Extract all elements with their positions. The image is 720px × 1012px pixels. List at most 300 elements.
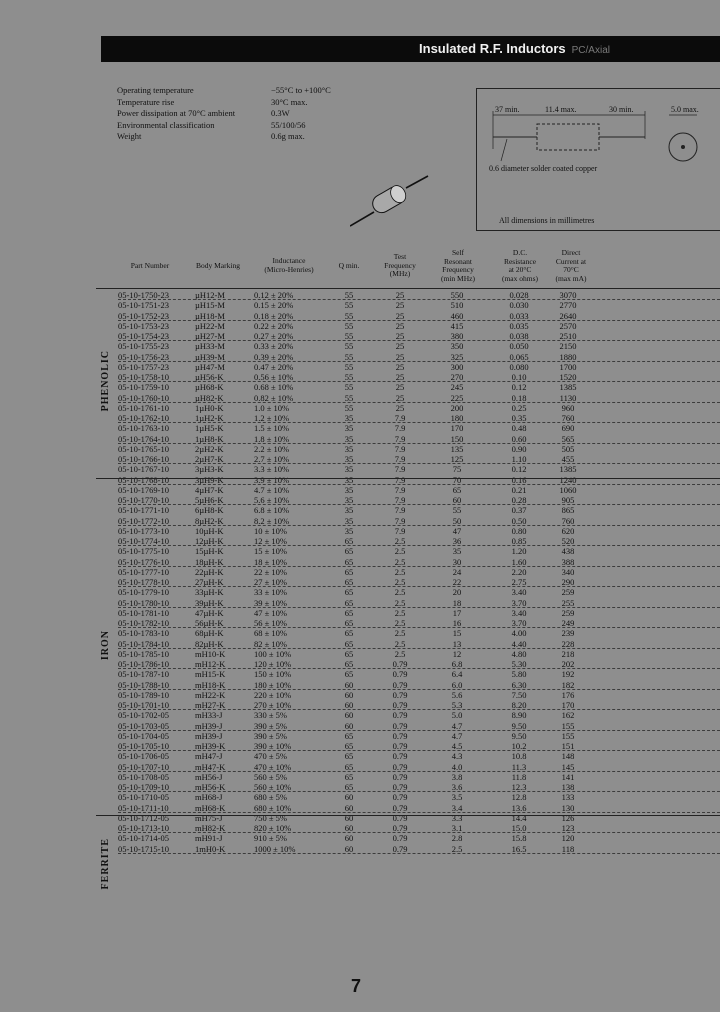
body-marking-cell: 1µH0-K <box>195 402 224 413</box>
direct-current-cell: 505 <box>561 443 575 454</box>
body-marking-cell: 33µH-K <box>195 587 224 598</box>
dc-resistance-cell: 0.16 <box>511 474 527 485</box>
header-line: (max mA) <box>555 273 587 283</box>
body-diameter: 5.0 max. <box>671 105 699 114</box>
direct-current-cell: 155 <box>561 730 575 741</box>
part-number-cell: 05-10-1750-23 <box>118 290 169 300</box>
col-header-srf <box>432 249 484 283</box>
body-marking-cell: 1µH2-K <box>195 413 224 423</box>
part-number-cell: 05-10-1781-10 <box>118 607 169 618</box>
q-min-cell: 55 <box>344 402 354 413</box>
table-row <box>0 751 720 761</box>
dc-resistance-cell: 13.6 <box>511 802 527 813</box>
inductance-cell: 0.33 ± 20% <box>254 341 294 352</box>
direct-current-cell: 130 <box>561 802 575 813</box>
table-row <box>0 731 720 741</box>
dc-resistance-cell: 0.065 <box>509 351 529 362</box>
q-min-cell: 65 <box>344 771 354 782</box>
self-resonant-frequency-cell: 350 <box>450 341 464 352</box>
page-number: 7 <box>351 976 362 996</box>
dc-resistance-cell: 0.28 <box>511 495 527 505</box>
q-min-cell: 35 <box>344 454 354 464</box>
test-frequency-cell: 2.5 <box>394 607 406 618</box>
part-number-cell: 05-10-1759-10 <box>118 382 169 393</box>
spec-list <box>117 85 331 143</box>
dc-resistance-cell: 0.028 <box>509 290 529 300</box>
inductance-cell: 150 ± 10% <box>254 669 292 680</box>
body-marking-cell: 5µH6-K <box>195 495 224 505</box>
part-number-cell: 05-10-1767-10 <box>118 464 169 475</box>
spec-row <box>117 97 331 109</box>
inductance-cell: 680 ± 10% <box>254 802 292 813</box>
table-row <box>0 762 720 772</box>
part-number-cell: 05-10-1757-23 <box>118 361 169 372</box>
part-number-cell: 05-10-1773-10 <box>118 525 169 536</box>
inductance-cell: 3.3 ± 10% <box>254 464 290 475</box>
body-marking-cell: 82µH-K <box>195 638 224 649</box>
test-frequency-cell: 7.9 <box>394 443 406 454</box>
dc-resistance-cell: 9.50 <box>511 730 527 741</box>
direct-current-cell: 3070 <box>559 290 577 300</box>
table-row <box>0 485 720 495</box>
body-marking-cell: 22µH-K <box>195 566 224 577</box>
body-marking-cell: mH75-J <box>195 812 223 823</box>
inductance-cell: 68 ± 10% <box>254 628 287 639</box>
table-row <box>0 567 720 577</box>
test-frequency-cell: 0.79 <box>392 761 408 772</box>
body-marking-cell: mH56-K <box>195 782 226 792</box>
table-row <box>0 700 720 710</box>
body-marking-cell: mH39-J <box>195 720 223 731</box>
part-number-cell: 05-10-1707-10 <box>118 761 169 772</box>
self-resonant-frequency-cell: 50 <box>452 515 462 526</box>
part-number-cell: 05-10-1764-10 <box>118 433 169 444</box>
header-line: Resonant <box>444 256 472 266</box>
self-resonant-frequency-cell: 55 <box>452 505 462 516</box>
table-row <box>0 526 720 536</box>
test-frequency-cell: 2.5 <box>394 556 406 567</box>
inductance-cell: 0.12 ± 20% <box>254 290 294 300</box>
test-frequency-cell: 0.79 <box>392 823 408 833</box>
direct-current-cell: 202 <box>561 659 575 669</box>
direct-current-cell: 1700 <box>559 361 577 372</box>
part-number-cell: 05-10-1708-05 <box>118 771 169 782</box>
part-number-cell: 05-10-1779-10 <box>118 587 169 598</box>
dc-resistance-cell: 0.21 <box>511 484 527 495</box>
dc-resistance-cell: 11.8 <box>511 771 527 782</box>
dc-resistance-cell: 6.30 <box>511 679 527 690</box>
self-resonant-frequency-cell: 325 <box>450 351 464 362</box>
inductance-cell: 180 ± 10% <box>254 679 292 690</box>
test-frequency-cell: 2.5 <box>394 597 406 608</box>
part-number-cell: 05-10-1758-10 <box>118 372 169 382</box>
inductance-cell: 12 ± 10% <box>254 536 287 546</box>
spec-row <box>117 120 331 132</box>
test-frequency-cell: 0.79 <box>392 720 408 731</box>
body-marking-cell: µH27-M <box>195 331 225 341</box>
inductance-cell: 0.18 ± 20% <box>254 310 294 321</box>
part-number-cell: 05-10-1765-10 <box>118 443 169 454</box>
inductance-cell: 82 ± 10% <box>254 638 287 649</box>
section-subtitle: PC/Axial <box>571 45 610 56</box>
group-divider <box>96 815 720 816</box>
table-row <box>0 659 720 669</box>
q-min-cell: 60 <box>344 700 354 710</box>
q-min-cell: 65 <box>344 761 354 772</box>
test-frequency-cell: 0.79 <box>392 679 408 690</box>
direct-current-cell: 133 <box>561 792 575 803</box>
dc-resistance-cell: 1.10 <box>511 454 527 464</box>
self-resonant-frequency-cell: 65 <box>452 484 462 495</box>
self-resonant-frequency-cell: 2.5 <box>451 843 463 854</box>
body-marking-cell: 1µH5-K <box>195 423 224 434</box>
direct-current-cell: 239 <box>561 628 575 639</box>
test-frequency-cell: 25 <box>395 320 405 331</box>
spec-label: Power dissipation at 70°C ambient <box>117 108 236 118</box>
self-resonant-frequency-cell: 47 <box>452 525 462 536</box>
table-row <box>0 300 720 310</box>
q-min-cell: 55 <box>344 331 354 341</box>
direct-current-cell: 192 <box>561 669 575 680</box>
dc-resistance-cell: 5.80 <box>511 669 527 680</box>
part-number-cell: 05-10-1762-10 <box>118 413 169 423</box>
test-frequency-cell: 25 <box>395 402 405 413</box>
self-resonant-frequency-cell: 4.0 <box>451 761 463 772</box>
part-number-cell: 05-10-1769-10 <box>118 484 169 495</box>
header-line: Test <box>393 252 407 261</box>
part-number-cell: 05-10-1770-10 <box>118 495 169 505</box>
part-number-cell: 05-10-1772-10 <box>118 515 169 526</box>
part-number-cell: 05-10-1784-10 <box>118 638 169 649</box>
inductance-cell: 5.6 ± 10% <box>254 495 290 505</box>
part-number-cell: 05-10-1780-10 <box>118 597 169 608</box>
self-resonant-frequency-cell: 15 <box>452 628 462 639</box>
part-number-cell: 05-10-1704-05 <box>118 730 169 741</box>
dc-resistance-cell: 3.70 <box>511 597 527 608</box>
self-resonant-frequency-cell: 550 <box>450 290 464 300</box>
wire-note: 0.6 diameter solder coated copper <box>489 164 598 173</box>
inductance-cell: 0.39 ± 20% <box>254 351 294 362</box>
self-resonant-frequency-cell: 18 <box>452 597 462 608</box>
q-min-cell: 35 <box>344 525 354 536</box>
direct-current-cell: 1060 <box>559 484 577 495</box>
col-header-inductance <box>252 257 326 274</box>
dc-resistance-cell: 12.8 <box>511 792 527 803</box>
test-frequency-cell: 0.79 <box>392 843 408 854</box>
header-line: Current at <box>555 256 587 266</box>
header-line: (min MHz) <box>441 273 475 283</box>
direct-current-cell: 690 <box>561 423 575 434</box>
test-frequency-cell: 25 <box>395 351 405 362</box>
body-marking-cell: mH56-J <box>195 771 223 782</box>
direct-current-cell: 388 <box>561 556 575 567</box>
test-frequency-cell: 0.79 <box>392 782 408 792</box>
inductance-cell: 680 ± 5% <box>254 792 287 803</box>
test-frequency-cell: 0.79 <box>392 833 408 844</box>
test-frequency-cell: 0.79 <box>392 659 408 669</box>
table-row <box>0 803 720 813</box>
self-resonant-frequency-cell: 245 <box>450 382 464 393</box>
self-resonant-frequency-cell: 6.0 <box>451 679 463 690</box>
table-row <box>0 475 720 485</box>
self-resonant-frequency-cell: 5.0 <box>451 710 463 721</box>
part-number-cell: 05-10-1751-23 <box>118 300 169 311</box>
dc-resistance-cell: 0.25 <box>511 402 527 413</box>
spec-value: 30°C max. <box>271 96 308 107</box>
dc-resistance-cell: 3.40 <box>511 587 527 598</box>
body-marking-cell: mH47-J <box>195 751 223 762</box>
direct-current-cell: 865 <box>561 505 575 516</box>
dc-resistance-cell: 0.60 <box>511 433 527 444</box>
part-number-cell: 05-10-1710-05 <box>118 792 169 803</box>
self-resonant-frequency-cell: 36 <box>452 536 462 546</box>
inductance-cell: 270 ± 10% <box>254 700 292 710</box>
self-resonant-frequency-cell: 75 <box>452 464 462 475</box>
direct-current-cell: 2510 <box>559 331 577 341</box>
dc-resistance-cell: 0.035 <box>509 320 529 331</box>
body-marking-cell: mH12-K <box>195 659 226 669</box>
spec-row <box>117 108 331 120</box>
q-min-cell: 35 <box>344 505 354 516</box>
self-resonant-frequency-cell: 3.4 <box>451 802 463 813</box>
part-number-cell: 05-10-1756-23 <box>118 351 169 362</box>
test-frequency-cell: 2.5 <box>394 546 406 557</box>
inductance-cell: 1.2 ± 10% <box>254 413 290 423</box>
part-number-cell: 05-10-1785-10 <box>118 648 169 659</box>
inductance-cell: 330 ± 5% <box>254 710 287 721</box>
inductance-cell: 220 ± 10% <box>254 689 292 700</box>
body-marking-cell: 1µH8-K <box>195 433 224 444</box>
table-row <box>0 546 720 556</box>
inductance-cell: 2.7 ± 10% <box>254 454 290 464</box>
part-number-cell: 05-10-1709-10 <box>118 782 169 792</box>
part-number-cell: 05-10-1701-10 <box>118 700 169 710</box>
direct-current-cell: 1520 <box>559 372 577 382</box>
table-row <box>0 710 720 720</box>
body-marking-cell: mH47-K <box>195 761 226 772</box>
direct-current-cell: 905 <box>561 495 575 505</box>
header-line: Inductance <box>272 256 306 265</box>
direct-current-cell: 760 <box>561 515 575 526</box>
table-row <box>0 690 720 700</box>
inductance-cell: 560 ± 5% <box>254 771 287 782</box>
test-frequency-cell: 2.5 <box>394 628 406 639</box>
q-min-cell: 65 <box>344 556 354 567</box>
test-frequency-cell: 25 <box>395 341 405 352</box>
table-row <box>0 434 720 444</box>
q-min-cell: 60 <box>344 833 354 844</box>
test-frequency-cell: 0.79 <box>392 802 408 813</box>
direct-current-cell: 218 <box>561 648 575 659</box>
q-min-cell: 60 <box>344 792 354 803</box>
part-number-cell: 05-10-1711-10 <box>118 802 169 813</box>
body-marking-cell: 27µH-K <box>195 577 224 587</box>
part-number-cell: 05-10-1760-10 <box>118 392 169 403</box>
self-resonant-frequency-cell: 150 <box>450 433 464 444</box>
test-frequency-cell: 7.9 <box>394 423 406 434</box>
dc-resistance-cell: 0.80 <box>511 525 527 536</box>
test-frequency-cell: 2.5 <box>394 618 406 628</box>
inductance-cell: 6.8 ± 10% <box>254 505 290 516</box>
direct-current-cell: 1130 <box>559 392 577 403</box>
direct-current-cell: 760 <box>561 413 575 423</box>
dc-resistance-cell: 0.12 <box>511 464 527 475</box>
col-header-marking: Body Marking <box>196 261 240 270</box>
direct-current-cell: 455 <box>561 454 575 464</box>
body-marking-cell: 10µH-K <box>195 525 224 536</box>
inductance-cell: 27 ± 10% <box>254 577 287 587</box>
group-label-iron: IRON <box>100 630 111 661</box>
header-line: Resistance <box>503 256 537 266</box>
direct-current-cell: 438 <box>561 546 575 557</box>
dc-resistance-cell: 2.20 <box>511 566 527 577</box>
part-number-cell: 05-10-1761-10 <box>118 402 169 413</box>
part-number-cell: 05-10-1755-23 <box>118 341 169 352</box>
dc-resistance-cell: 10.2 <box>511 741 527 751</box>
spec-row <box>117 85 331 97</box>
self-resonant-frequency-cell: 200 <box>450 402 464 413</box>
inductance-cell: 2.2 ± 10% <box>254 443 290 454</box>
direct-current-cell: 141 <box>561 771 575 782</box>
q-min-cell: 65 <box>344 607 354 618</box>
body-marking-cell: 47µH-K <box>195 607 224 618</box>
body-marking-cell: µH39-M <box>195 351 225 362</box>
part-number-cell: 05-10-1788-10 <box>118 679 169 690</box>
part-number-cell: 05-10-1705-10 <box>118 741 169 751</box>
test-frequency-cell: 0.79 <box>392 771 408 782</box>
test-frequency-cell: 0.79 <box>392 792 408 803</box>
col-header-resistance <box>492 249 548 283</box>
section-title-bar <box>101 36 720 62</box>
inductance-cell: 470 ± 10% <box>254 761 292 772</box>
q-min-cell: 35 <box>344 484 354 495</box>
q-min-cell: 65 <box>344 751 354 762</box>
q-min-cell: 55 <box>344 310 354 321</box>
dc-resistance-cell: 3.40 <box>511 607 527 618</box>
dc-resistance-cell: 10.8 <box>511 751 527 762</box>
test-frequency-cell: 25 <box>395 382 405 393</box>
test-frequency-cell: 0.79 <box>392 710 408 721</box>
body-marking-cell: mH27-K <box>195 700 226 710</box>
self-resonant-frequency-cell: 3.5 <box>451 792 463 803</box>
inductance-cell: 56 ± 10% <box>254 618 287 628</box>
dc-resistance-cell: 4.00 <box>511 628 527 639</box>
self-resonant-frequency-cell: 170 <box>450 423 464 434</box>
direct-current-cell: 126 <box>561 812 575 823</box>
dc-resistance-cell: 12.3 <box>511 782 527 792</box>
header-line: Direct <box>561 248 581 257</box>
q-min-cell: 35 <box>344 474 354 485</box>
body-marking-cell: mH68-J <box>195 792 223 803</box>
test-frequency-cell: 2.5 <box>394 648 406 659</box>
q-min-cell: 65 <box>344 628 354 639</box>
body-marking-cell: 2µH7-K <box>195 454 224 464</box>
q-min-cell: 55 <box>344 361 354 372</box>
test-frequency-cell: 25 <box>395 300 405 311</box>
self-resonant-frequency-cell: 6.8 <box>451 659 463 669</box>
direct-current-cell: 2570 <box>559 320 577 331</box>
self-resonant-frequency-cell: 125 <box>450 454 464 464</box>
group-label-phenolic: PHENOLIC <box>100 350 111 412</box>
dc-resistance-cell: 0.050 <box>509 341 529 352</box>
body-marking-cell: 3µH9-K <box>195 474 224 485</box>
q-min-cell: 35 <box>344 433 354 444</box>
self-resonant-frequency-cell: 510 <box>450 300 464 311</box>
self-resonant-frequency-cell: 135 <box>450 443 464 454</box>
test-frequency-cell: 7.9 <box>394 454 406 464</box>
direct-current-cell: 960 <box>561 402 575 413</box>
spec-label: Operating temperature <box>117 85 194 95</box>
body-marking-cell: 4µH7-K <box>195 484 224 495</box>
inductance-cell: 390 ± 5% <box>254 720 287 731</box>
test-frequency-cell: 0.79 <box>392 812 408 823</box>
body-marking-cell: 8µH2-K <box>195 515 224 526</box>
body-marking-cell: µH82-K <box>195 392 224 403</box>
table-row <box>0 464 720 474</box>
inductance-cell: 100 ± 10% <box>254 648 292 659</box>
dc-resistance-cell: 9.50 <box>511 720 527 731</box>
table-row <box>0 290 720 300</box>
inductance-cell: 120 ± 10% <box>254 659 292 669</box>
body-marking-cell: mH91-J <box>195 833 223 844</box>
dc-resistance-cell: 1.60 <box>511 556 527 567</box>
inductance-cell: 18 ± 10% <box>254 556 287 567</box>
test-frequency-cell: 7.9 <box>394 413 406 423</box>
units-note: All dimensions in millimetres <box>499 216 595 225</box>
self-resonant-frequency-cell: 270 <box>450 372 464 382</box>
test-frequency-cell: 7.9 <box>394 484 406 495</box>
q-min-cell: 35 <box>344 413 354 423</box>
inductance-cell: 22 ± 10% <box>254 566 287 577</box>
body-marking-cell: 2µH2-K <box>195 443 224 454</box>
self-resonant-frequency-cell: 12 <box>452 648 462 659</box>
self-resonant-frequency-cell: 460 <box>450 310 464 321</box>
spec-value: 0.3W <box>271 108 290 118</box>
q-min-cell: 65 <box>344 587 354 598</box>
col-header-q: Q min. <box>338 261 360 270</box>
q-min-cell: 55 <box>344 320 354 331</box>
body-marking-cell: mH39-J <box>195 730 223 741</box>
test-frequency-cell: 2.5 <box>394 536 406 546</box>
table-row <box>0 444 720 454</box>
table-row <box>0 505 720 515</box>
direct-current-cell: 120 <box>561 833 575 844</box>
table-row <box>0 495 720 505</box>
dc-resistance-cell: 0.033 <box>509 310 529 321</box>
direct-current-cell: 155 <box>561 720 575 731</box>
direct-current-cell: 138 <box>561 782 575 792</box>
body-marking-cell: µH68-K <box>195 382 224 393</box>
direct-current-cell: 1880 <box>559 351 577 362</box>
direct-current-cell: 1240 <box>559 474 577 485</box>
inductance-cell: 4.7 ± 10% <box>254 484 290 495</box>
dc-resistance-cell: 0.038 <box>509 331 529 341</box>
part-number-cell: 05-10-1715-10 <box>118 843 169 854</box>
inductance-cell: 10 ± 10% <box>254 525 287 536</box>
part-number-cell: 05-10-1782-10 <box>118 618 169 628</box>
test-frequency-cell: 2.5 <box>394 566 406 577</box>
body-marking-cell: µH33-M <box>195 341 225 352</box>
spec-value: 0.6g max. <box>271 131 305 141</box>
inductance-cell: 1.5 ± 10% <box>254 423 290 434</box>
direct-current-cell: 145 <box>561 761 575 772</box>
body-marking-cell: mH10-K <box>195 648 226 659</box>
part-number-cell: 05-10-1783-10 <box>118 628 169 639</box>
spec-label: Temperature rise <box>117 96 175 107</box>
spec-label: Environmental classification <box>117 119 215 130</box>
q-min-cell: 55 <box>344 351 354 362</box>
q-min-cell: 60 <box>344 802 354 813</box>
